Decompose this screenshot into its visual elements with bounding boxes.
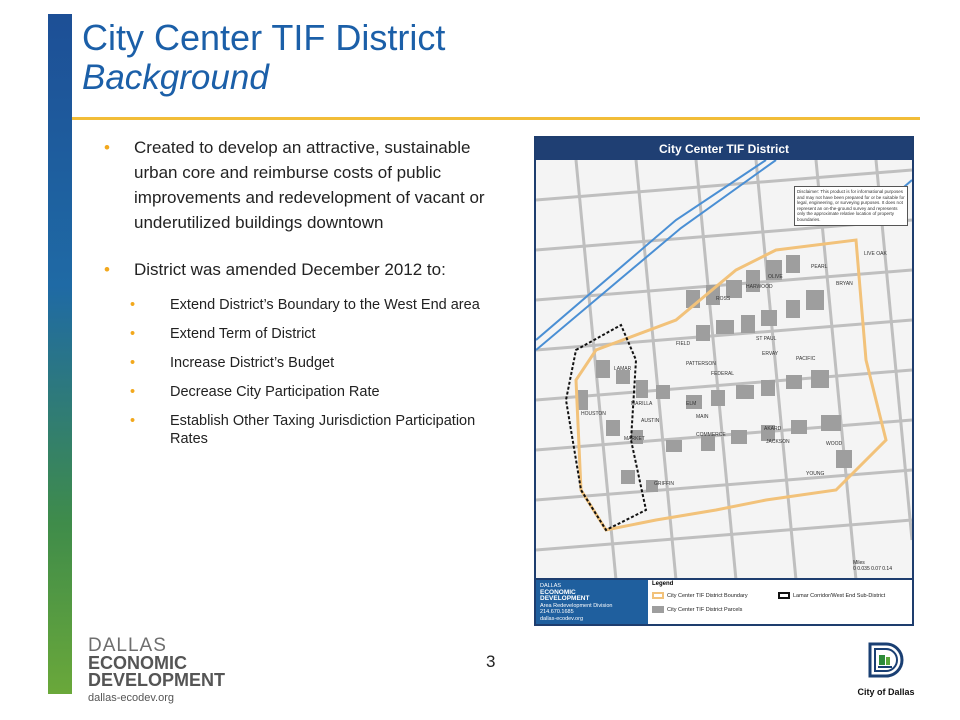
- street-label: ELM: [686, 401, 697, 407]
- map-canvas: [536, 160, 912, 580]
- org-name: ECONOMIC: [540, 588, 576, 596]
- street-label: MARKET: [624, 436, 645, 442]
- page-number: 3: [486, 652, 496, 671]
- city-d-icon: [864, 640, 908, 680]
- legend-label: Lamar Corridor/West End Sub-District: [793, 592, 886, 599]
- street-label: AKARD: [764, 426, 782, 432]
- logo-line: DALLAS: [88, 635, 167, 656]
- dallas-ecodev-logo: [88, 637, 225, 704]
- legend-parcels-swatch: [652, 606, 664, 613]
- street-label: COMMERCE: [696, 432, 726, 438]
- title-divider: [72, 117, 920, 120]
- tif-district-map: [534, 136, 914, 626]
- title-line-1: City Center TIF District: [82, 17, 446, 58]
- street-label: ST PAUL: [756, 336, 777, 342]
- street-label: GRIFFIN: [654, 481, 674, 487]
- bullet-text: Created to develop an attractive, sustainable urban core and reimburse costs of public improvements and redevelopment of vacant or underutilized buildings downtown: [134, 138, 485, 232]
- street-label: HOUSTON: [581, 411, 606, 417]
- legend-subdistrict: [778, 592, 885, 599]
- org-name: DEVELOPMENT: [540, 595, 590, 602]
- legend-subdistrict-swatch: [778, 592, 790, 599]
- legend-title: Legend: [652, 581, 674, 587]
- street-label: PATTERSON: [686, 361, 716, 367]
- map-scale: [853, 560, 892, 572]
- sub-bullet-item: • Increase District’s Budget: [130, 354, 485, 372]
- legend-boundary: [652, 592, 748, 599]
- bullet-text: District was amended December 2012 to:: [134, 260, 446, 279]
- sub-bullet-item: • Decrease City Participation Rate: [130, 383, 485, 401]
- sub-bullet-item: • Extend Term of District: [130, 325, 485, 343]
- city-logo-caption: City of Dallas: [857, 687, 915, 697]
- map-disclaimer: Disclaimer: This product is for informational purposes and may not have been prepared for or be suitable for legal, engineering, or surveying purposes. It does not represent an on-the-ground survey and represents only the approximate relative location of property boundaries.: [794, 186, 908, 226]
- street-label: LAMAR: [614, 366, 632, 372]
- org-division: Area Redevelopment Division: [540, 602, 613, 609]
- slide-title: [82, 18, 445, 98]
- logo-line: DEVELOPMENT: [88, 670, 226, 690]
- city-of-dallas-logo: [856, 640, 916, 697]
- street-label: OLIVE: [768, 274, 783, 280]
- street-label: MAIN: [696, 414, 709, 420]
- legend-parcels: [652, 606, 742, 613]
- street-label: HARWOOD: [746, 284, 773, 290]
- street-label: ERVAY: [762, 351, 779, 357]
- scale-ticks: 0 0.035 0.07 0.14: [853, 566, 892, 572]
- logo-line: ECONOMIC: [88, 653, 187, 673]
- sub-bullet-list: [134, 296, 489, 448]
- scale-label: Miles: [853, 560, 865, 566]
- street-label: WOOD: [826, 441, 843, 447]
- street-label: BRYAN: [836, 281, 853, 287]
- street-label: FIELD: [676, 341, 691, 347]
- street-label: JACKSON: [766, 439, 790, 445]
- street-label: LIVE OAK: [864, 251, 887, 257]
- title-line-2: Background: [82, 58, 269, 98]
- street-label: FEDERAL: [711, 371, 735, 377]
- street-label: AUSTIN: [641, 418, 660, 424]
- map-title: City Center TIF District: [536, 138, 912, 160]
- legend-label: City Center TIF District Boundary: [667, 592, 748, 599]
- map-footer: [536, 578, 912, 624]
- org-url: dallas-ecodev.org: [540, 615, 584, 622]
- sub-bullet-item: • Establish Other Taxing Jurisdiction Participation Rates: [130, 412, 485, 448]
- street-label: MARILLA: [631, 401, 653, 407]
- map-org-block: [536, 580, 648, 624]
- sub-bullet-item: • Extend District’s Boundary to the West End area: [130, 296, 485, 314]
- street-label: ROSS: [716, 296, 731, 302]
- org-name: DALLAS: [540, 583, 562, 589]
- bullet-item: [104, 135, 489, 235]
- left-accent-bar: [48, 14, 72, 694]
- street-label: PEARL: [811, 264, 828, 270]
- street-label: PACIFIC: [796, 356, 816, 362]
- logo-url: dallas-ecodev.org: [88, 692, 175, 704]
- legend-label: City Center TIF District Parcels: [667, 606, 743, 613]
- legend-boundary-swatch: [652, 592, 664, 599]
- street-label: YOUNG: [806, 471, 825, 477]
- bullet-item: [104, 257, 489, 448]
- org-phone: 214.670.1685: [540, 609, 574, 615]
- bullet-list: [104, 135, 489, 470]
